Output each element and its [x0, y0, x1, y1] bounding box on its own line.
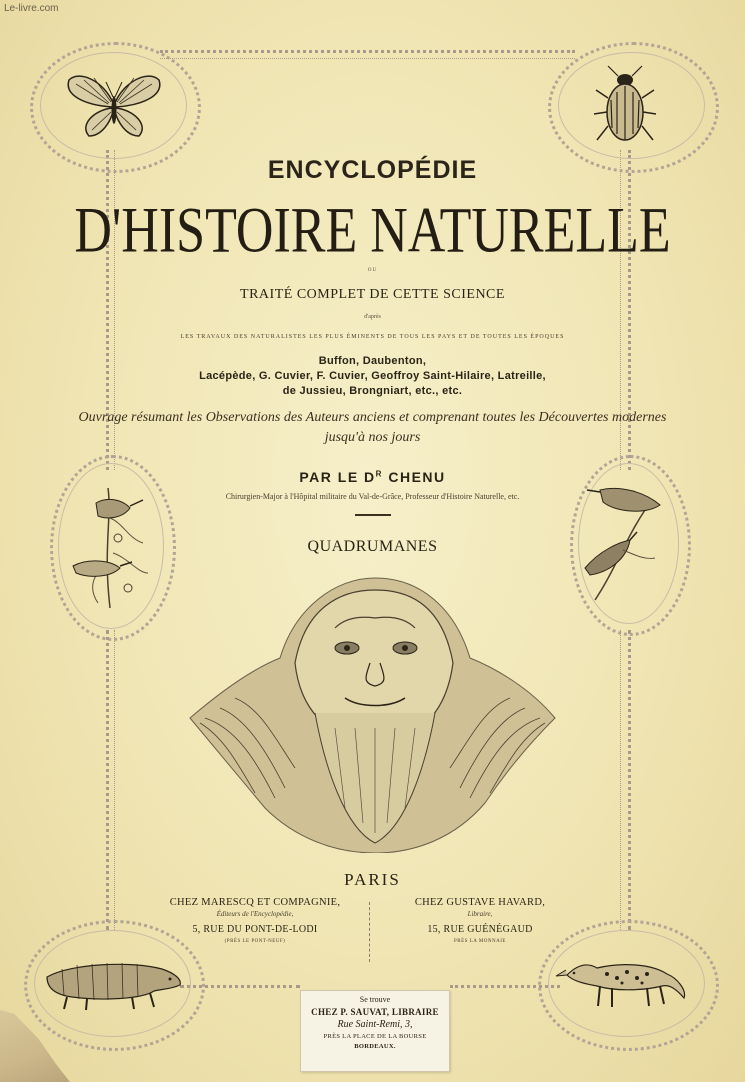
publisher-left-name: CHEZ MARESCQ ET COMPAGNIE,: [169, 897, 341, 908]
bookseller-stamp: [300, 990, 450, 1072]
divider-rule: [355, 514, 391, 516]
subtitle-traite: TRAITÉ COMPLET DE CETTE SCIENCE: [240, 287, 505, 302]
publisher-right-address: 15, RUE GUÉNÉGAUD: [427, 924, 533, 935]
publisher-right: [385, 897, 575, 944]
stamp-line3: Rue Saint-Remi, 3,: [337, 1019, 413, 1030]
stamp-line2: CHEZ P. SAUVAT, LIBRAIRE: [311, 1007, 439, 1017]
author-titles: Chirurgien-Major à l'Hôpital militaire du Val-de-Grâce, Professeur d'Histoire Naturelle, etc.: [225, 492, 520, 501]
stamp-line4: PRÈS LA PLACE DE LA BOURSE: [323, 1033, 427, 1040]
subtitle-dapres: d'après: [364, 314, 381, 320]
civet-icon: [552, 950, 692, 1015]
subtitle-travaux: LES TRAVAUX DES NATURALISTES LES PLUS ÉMINENTS DE TOUS LES PAYS ET DE TOUTES LES ÉPOQUES: [180, 334, 565, 340]
publisher-left-role: Éditeurs de l'Encyclopédie,: [216, 910, 294, 918]
publisher-right-name: CHEZ GUSTAVE HAVARD,: [414, 897, 546, 908]
authors-list: [0, 354, 745, 399]
authors-line1: Buffon, Daubenton,: [318, 355, 427, 367]
ouvrage-line1: Ouvrage résumant les Observations des Auteurs anciens et comprenant toutes les Découvertes modernes: [78, 410, 667, 425]
watermark: Le-livre.com: [4, 3, 59, 14]
publisher-right-near: PRÈS LA MONNAIE: [454, 939, 506, 944]
stamp-line1: Se trouve: [359, 995, 391, 1004]
ouvrage-line2: jusqu'à nos jours: [324, 430, 421, 445]
subtitle-ou: OU: [367, 268, 378, 273]
publisher-left: [150, 897, 360, 944]
title-line2: D'HISTOIRE NATURELLE: [74, 195, 671, 267]
publisher-left-near: (PRÈS LE PONT-NEUF): [224, 939, 286, 944]
publisher-separator: [369, 902, 371, 962]
author-name: PAR LE $D^R$ CHENU: [299, 469, 446, 485]
beetle-icon: [590, 62, 660, 150]
volume-title: QUADRUMANES: [307, 538, 438, 555]
publisher-right-role: Libraire,: [467, 910, 493, 918]
publisher-left-address: 5, RUE DU PONT-DE-LODI: [192, 924, 318, 935]
authors-line2: Lacépède, G. Cuvier, F. Cuvier, Geoffroy Saint-Hilaire, Latreille,: [199, 370, 546, 382]
stamp-line5: BORDEAUX.: [354, 1043, 396, 1050]
orangutan-icon: [185, 568, 560, 853]
title-line1: ENCYCLOPÉDIE: [267, 156, 478, 184]
authors-line3: de Jussieu, Brongniart, etc., etc.: [282, 385, 463, 397]
imprint-city: PARIS: [344, 870, 401, 889]
butterfly-icon: [64, 70, 164, 140]
ouvrage-text: [0, 408, 745, 448]
badger-icon: [42, 955, 184, 1013]
